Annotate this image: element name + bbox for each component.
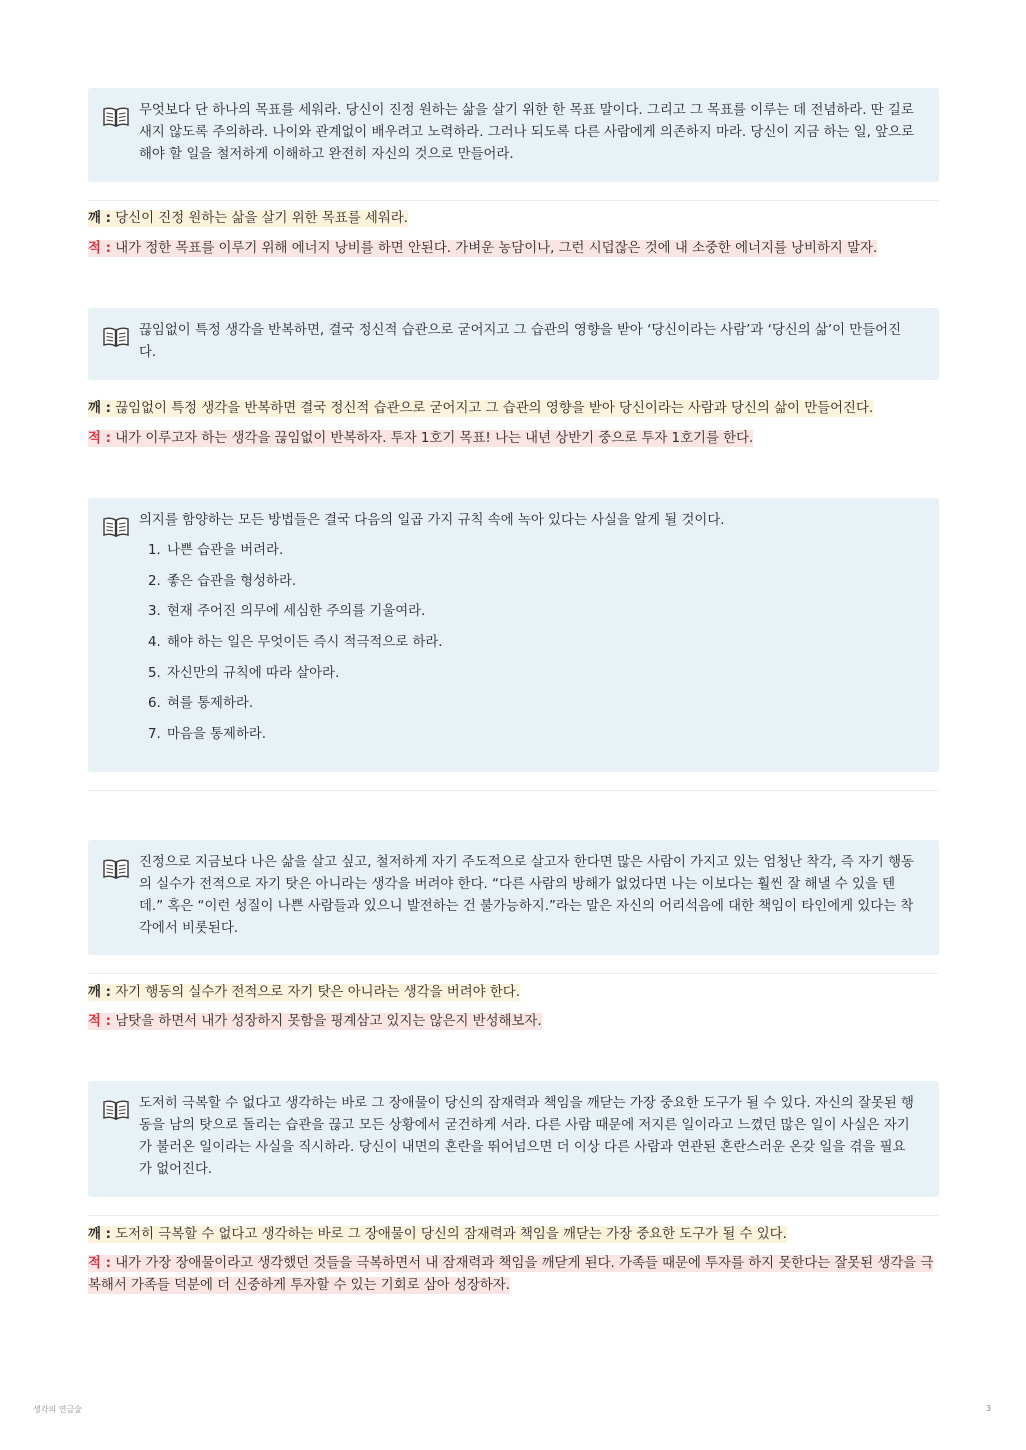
list-item: 2. 좋은 습관을 형성하라. [165, 571, 915, 593]
kkae-label: 깨 : [88, 985, 111, 1000]
open-book-icon [103, 326, 129, 348]
kkae-note [88, 398, 939, 420]
open-book-icon [103, 516, 129, 538]
list-item: 3. 현재 주어진 의무에 세심한 주의를 기울여라. [165, 601, 915, 623]
kkae-note [88, 982, 939, 1004]
divider [88, 973, 939, 974]
jeok-text: 내가 이루고자 하는 생각을 끊임없이 반복하자. 투자 1호기 목표! 나는 내년 상반기 중으로 투자 1호기를 한다. [115, 431, 754, 446]
rules-list [139, 540, 915, 746]
quote-text: 의지를 함양하는 모든 방법들은 결국 다음의 일곱 가지 규칙 속에 녹아 있다는 사실을 알게 될 것이다. [139, 513, 725, 528]
quote-callout [88, 1081, 939, 1197]
jeok-label: 적 : [88, 431, 111, 446]
quote-text: 진정으로 지금보다 나은 삶을 살고 싶고, 철저하게 자기 주도적으로 살고자 한다면 많은 사람이 가지고 있는 엄청난 착각, 즉 자기 행동의 실수가 전적으로 자기 탓은 아니라는 생각을 버려야 한다. “다른 사람의 방해가 없었다면 나는 이보다는 훨씬 잘 해낼 수 있을 텐데.” 혹은 “이런 성질이 나쁜 사람들과 있으니 발전하는 건 불가능하지.”라는 말은 자신의 어리석음에 대한 책임이 타인에게 있다는 착각에서 비롯된다. [139, 855, 914, 936]
jeok-label: 적 : [88, 1014, 111, 1029]
quote-callout [88, 840, 939, 955]
quote-text: 도저히 극복할 수 없다고 생각하는 바로 그 장애물이 당신의 잠재력과 책임을 깨닫는 가장 중요한 도구가 될 수 있다. 자신의 잘못된 행동을 남의 탓으로 돌리는 습관을 끊고 모든 상황에서 굳건하게 서라. 다른 사람 때문에 저지른 일이라고 느꼈던 많은 일이 사실은 자기가 불러온 일이라는 사실을 직시하라. 당신이 내면의 혼란을 뛰어넘으면 더 이상 다른 사람과 연관된 혼란스러운 온갖 일을 겪을 필요가 없어진다. [139, 1096, 914, 1177]
divider [88, 200, 939, 201]
list-item: 6. 혀를 통제하라. [165, 693, 915, 715]
quote-text: 끊임없이 특정 생각을 반복하면, 결국 정신적 습관으로 굳어지고 그 습관의 영향을 받아 ‘당신이라는 사람’과 ‘당신의 삶’이 만들어진다. [139, 323, 902, 360]
jeok-text: 내가 가장 장애물이라고 생각했던 것들을 극복하면서 내 잠재력과 책임을 깨닫게 된다. 가족들 때문에 투자를 하지 못한다는 잘못된 생각을 극복해서 가족들 덕분에 더 신중하게 투자할 수 있는 기회로 삼아 성장하자. [88, 1256, 934, 1293]
open-book-icon [103, 858, 129, 880]
kkae-note [88, 208, 939, 230]
jeok-text: 내가 정한 목표를 이루기 위해 에너지 낭비를 하면 안된다. 가벼운 농담이나, 그런 시덥잖은 것에 내 소중한 에너지를 낭비하지 말자. [115, 241, 878, 256]
quote-callout [88, 498, 939, 772]
quote-callout [88, 308, 939, 380]
divider [88, 790, 939, 791]
jeok-text: 남탓을 하면서 내가 성장하지 못함을 핑계삼고 있지는 않은지 반성해보자. [115, 1014, 542, 1029]
kkae-label: 깨 : [88, 211, 111, 226]
kkae-text: 끊임없이 특정 생각을 반복하면 결국 정신적 습관으로 굳어지고 그 습관의 영향을 받아 당신이라는 사람과 당신의 삶이 만들어진다. [115, 401, 874, 416]
list-item: 4. 해야 하는 일은 무엇이든 즉시 적극적으로 하라. [165, 632, 915, 654]
open-book-icon [103, 106, 129, 128]
divider [88, 1215, 939, 1216]
kkae-text: 당신이 진정 원하는 삶을 살기 위한 목표를 세워라. [115, 211, 408, 226]
jeok-note [88, 428, 939, 450]
quote-text: 무엇보다 단 하나의 목표를 세워라. 당신이 진정 원하는 삶을 살기 위한 한 목표 말이다. 그리고 그 목표를 이루는 데 전념하라. 딴 길로 새지 않도록 주의하라. 나이와 관계없이 배우려고 노력하라. 그러나 되도록 다른 사람에게 의존하지 마라. 당신이 지금 하는 일, 앞으로 해야 할 일을 철저하게 이해하고 완전히 자신의 것으로 만들어라. [139, 103, 914, 162]
footer-title: 생각의 연금술 [33, 1405, 82, 1414]
kkae-note [88, 1224, 939, 1246]
jeok-note [88, 238, 939, 260]
quote-callout [88, 88, 939, 182]
page-number: 3 [986, 1404, 992, 1413]
list-item: 5. 자신만의 규칙에 따라 살아라. [165, 663, 915, 685]
list-item: 1. 나쁜 습관을 버려라. [165, 540, 915, 562]
kkae-label: 깨 : [88, 401, 111, 416]
jeok-label: 적 : [88, 1256, 111, 1271]
list-item: 7. 마음을 통제하라. [165, 724, 915, 746]
open-book-icon [103, 1099, 129, 1121]
jeok-note [88, 1253, 939, 1297]
kkae-label: 깨 : [88, 1227, 111, 1242]
kkae-text: 도저히 극복할 수 없다고 생각하는 바로 그 장애물이 당신의 잠재력과 책임을 깨닫는 가장 중요한 도구가 될 수 있다. [115, 1227, 787, 1242]
jeok-note [88, 1011, 939, 1033]
kkae-text: 자기 행동의 실수가 전적으로 자기 탓은 아니라는 생각을 버려야 한다. [115, 985, 520, 1000]
jeok-label: 적 : [88, 241, 111, 256]
